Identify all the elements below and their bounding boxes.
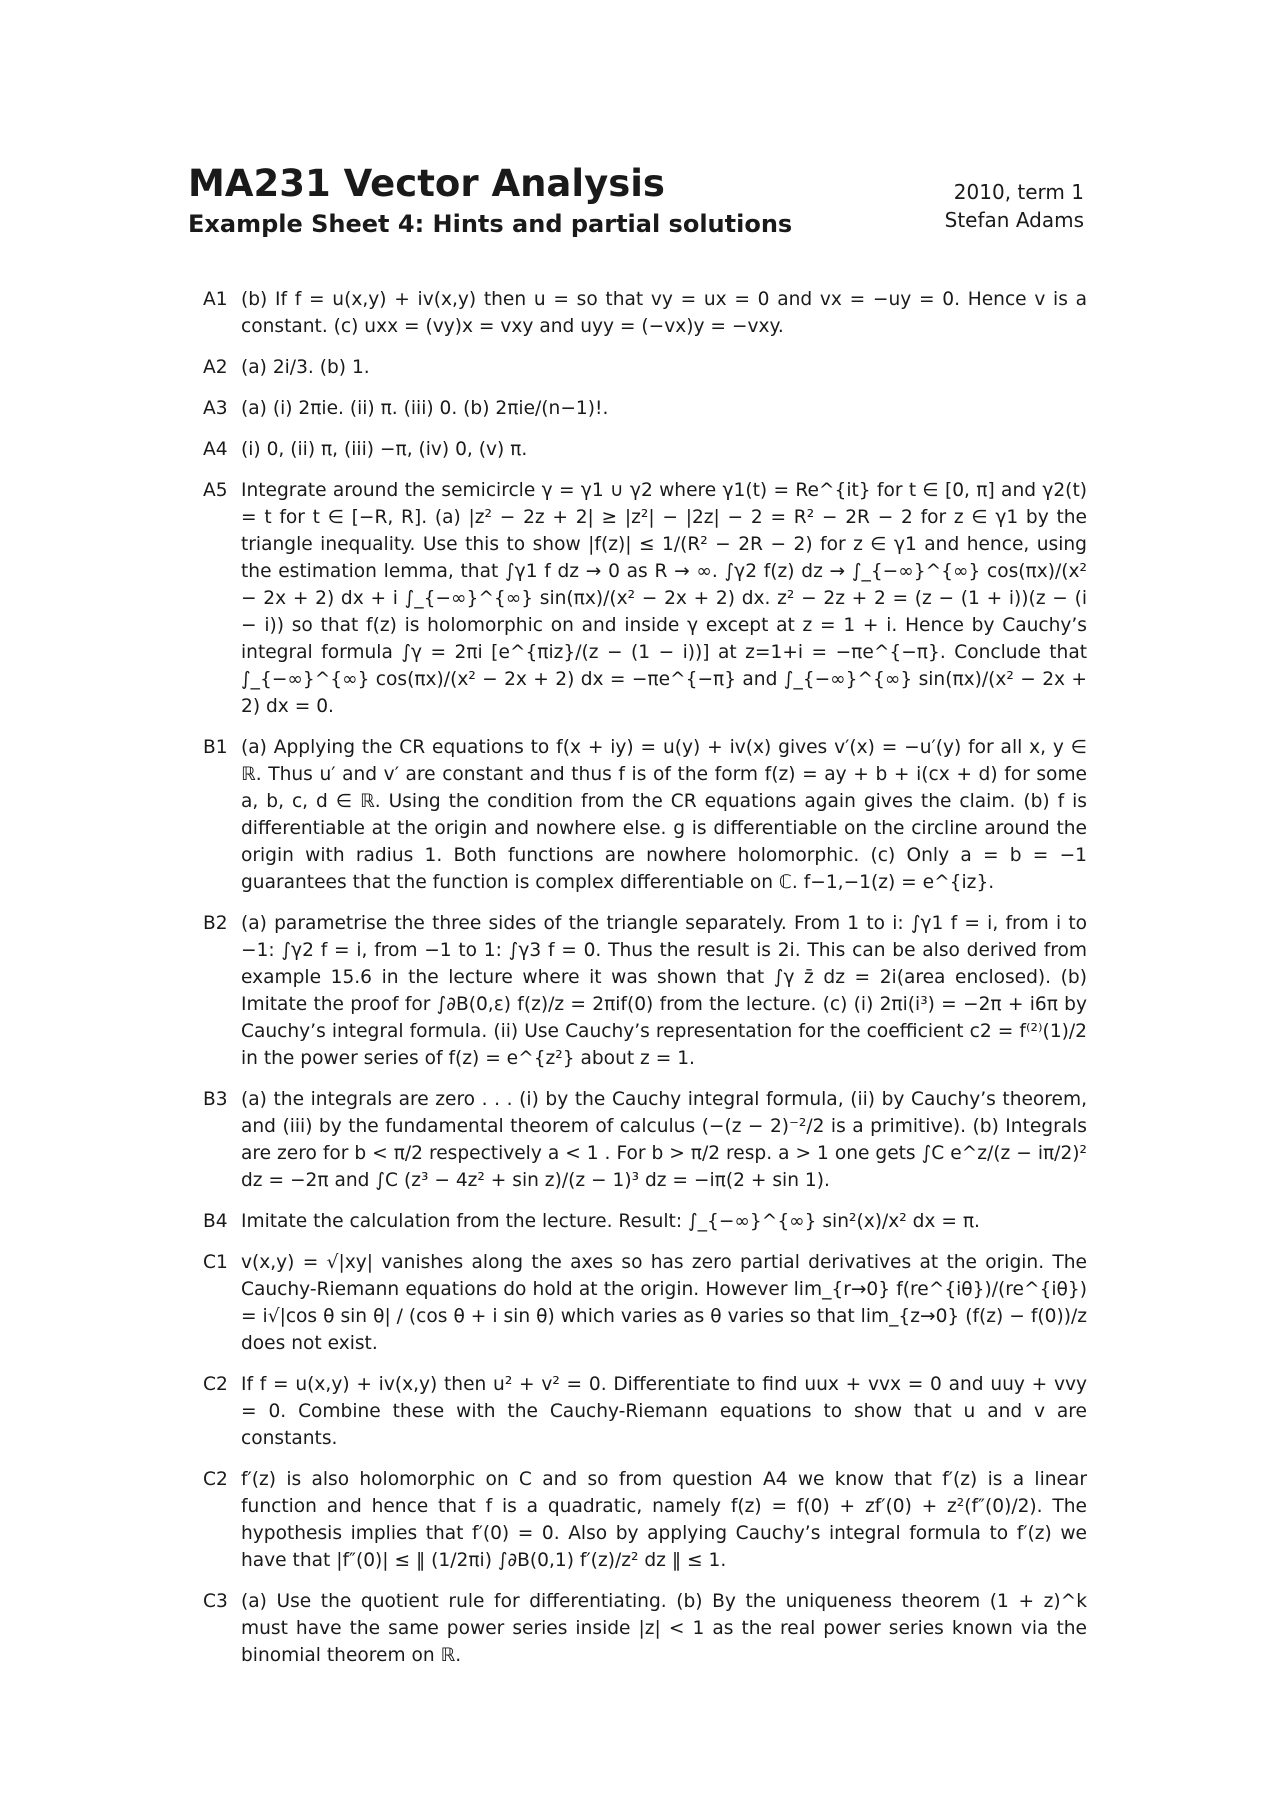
solution-item [203,354,1087,381]
item-number: B4 [203,1211,228,1232]
item-text: Integrate around the semicircle γ = γ1 ∪ γ2 where γ1(t) = Re^{it} for t ∈ [0, π] and γ2(t) = t for t ∈ [−R, R]. (a) |z² − 2z + 2| ≥ |z²| − |2z| − 2 = R² − 2R − 2 for z ∈ γ1 by the triangle inequality. Use this to show |f(z)| ≤ 1/(R² − 2R − 2) for z ∈ γ1 and hence, using the estimation lemma, that ∫γ1 f dz → 0 as R → ∞. ∫γ2 f(z) dz → ∫_{−∞}^{∞} cos(πx)/(x² − 2x + 2) dx + i ∫_{−∞}^{∞} sin(πx)/(x² − 2x + 2) dx. z² − 2z + 2 = (z − (1 + i))(z − (i − i)) so that f(z) is holomorphic on and inside γ except at z = 1 + i. Hence by Cauchy’s integral formula ∫γ = 2πi [e^{πiz}/(z − (1 − i))] at z=1+i = −πe^{−π}. Conclude that ∫_{−∞}^{∞} cos(πx)/(x² − 2x + 2) dx = −πe^{−π} and ∫_{−∞}^{∞} sin(πx)/(x² − 2x + 2) dx = 0. [241,480,1087,717]
item-text: v(x,y) = √|xy| vanishes along the axes so has zero partial derivatives at the origin. The Cauchy-Riemann equations do hold at the origin. However lim_{r→0} f(re^{iθ})/(re^{iθ}) = i√|cos θ sin θ| / (cos θ + i sin θ) which varies as θ varies so that lim_{z→0} (f(z) − f(0))/z does not exist. [241,1252,1087,1354]
item-number: A4 [203,439,228,460]
item-number: B1 [203,737,228,758]
item-text: (i) 0, (ii) π, (iii) −π, (iv) 0, (v) π. [241,439,528,460]
term-label: 2010, term 1 [953,180,1084,204]
item-text: (a) 2i/3. (b) 1. [241,357,370,378]
author-name: Stefan Adams [944,208,1084,232]
item-text: (a) Applying the CR equations to f(x + iy) = u(y) + iv(x) gives v′(x) = −u′(y) for all x, y ∈ ℝ. Thus u′ and v′ are constant and thus f is of the form f(z) = ay + b + i(cx + d) for some a, b, c, d ∈ ℝ. Using the condition from the CR equations again gives the claim. (b) f is differentiable at the origin and nowhere else. g is differentiable on the circline around the origin with radius 1. Both functions are nowhere holomorphic. (c) Only a = b = −1 guarantees that the function is complex differentiable on ℂ. f−1,−1(z) = e^{iz}. [241,737,1087,893]
item-number: C2 [203,1469,228,1490]
item-number: A5 [203,480,228,501]
item-number: A2 [203,357,228,378]
solution-item [203,734,1087,896]
page-title: MA231 Vector Analysis [188,162,665,205]
solution-item [203,395,1087,422]
page-subtitle: Example Sheet 4: Hints and partial solutions [188,210,793,238]
solution-item [203,1588,1087,1669]
solution-item [203,477,1087,720]
solution-item [203,436,1087,463]
item-number: A1 [203,289,228,310]
item-number: A3 [203,398,228,419]
header-meta [945,178,1084,234]
item-text: (a) (i) 2πie. (ii) π. (iii) 0. (b) 2πie/(n−1)!. [241,398,609,419]
item-number: B2 [203,913,228,934]
solution-item [203,1466,1087,1574]
item-number: B3 [203,1089,228,1110]
solution-item [203,1249,1087,1357]
item-text: f′(z) is also holomorphic on C and so from question A4 we know that f′(z) is a linear function and hence that f is a quadratic, namely f(z) = f(0) + zf′(0) + z²(f″(0)/2). The hypothesis implies that f′(0) = 0. Also by applying Cauchy’s integral formula to f′(z) we have that |f″(0)| ≤ ‖ (1/2πi) ∫∂B(0,1) f′(z)/z² dz ‖ ≤ 1. [241,1469,1087,1571]
solution-item [203,910,1087,1072]
item-text: (a) parametrise the three sides of the triangle separately. From 1 to i: ∫γ1 f = i, from i to −1: ∫γ2 f = i, from −1 to 1: ∫γ3 f = 0. Thus the result is 2i. This can be also derived from example 15.6 in the lecture where it was shown that ∫γ z̄ dz = 2i(area enclosed). (b) Imitate the proof for ∫∂B(0,ε) f(z)/z = 2πif(0) from the lecture. (c) (i) 2πi(i³) = −2π + i6π by Cauchy’s integral formula. (ii) Use Cauchy’s representation for the coefficient c2 = f⁽²⁾(1)/2 in the power series of f(z) = e^{z²} about z = 1. [241,913,1087,1069]
item-number: C3 [203,1591,228,1612]
solutions-list [203,286,1087,1683]
item-text: (b) If f = u(x,y) + iv(x,y) then u = so that vy = ux = 0 and vx = −uy = 0. Hence v is a constant. (c) uxx = (vy)x = vxy and uyy = (−vx)y = −vxy. [241,289,1087,337]
item-number: C1 [203,1252,228,1273]
item-text: (a) Use the quotient rule for differentiating. (b) By the uniqueness theorem (1 + z)^k must have the same power series inside |z| < 1 as the real power series known via the binomial theorem on ℝ. [241,1591,1087,1666]
solution-item [203,1371,1087,1452]
item-text: If f = u(x,y) + iv(x,y) then u² + v² = 0. Differentiate to find uux + vvx = 0 and uuy + vvy = 0. Combine these with the Cauchy-Riemann equations to show that u and v are constants. [241,1374,1087,1449]
item-text: (a) the integrals are zero . . . (i) by the Cauchy integral formula, (ii) by Cauchy’s theorem, and (iii) by the fundamental theorem of calculus (−(z − 2)⁻²/2 is a primitive). (b) Integrals are zero for b < π/2 respectively a < 1 . For b > π/2 resp. a > 1 one gets ∫C e^z/(z − iπ/2)² dz = −2π and ∫C (z³ − 4z² + sin z)/(z − 1)³ dz = −iπ(2 + sin 1). [241,1089,1087,1191]
solution-item [203,286,1087,340]
item-text: Imitate the calculation from the lecture. Result: ∫_{−∞}^{∞} sin²(x)/x² dx = π. [241,1211,980,1232]
solution-item [203,1208,1087,1235]
solution-item [203,1086,1087,1194]
item-number: C2 [203,1374,228,1395]
